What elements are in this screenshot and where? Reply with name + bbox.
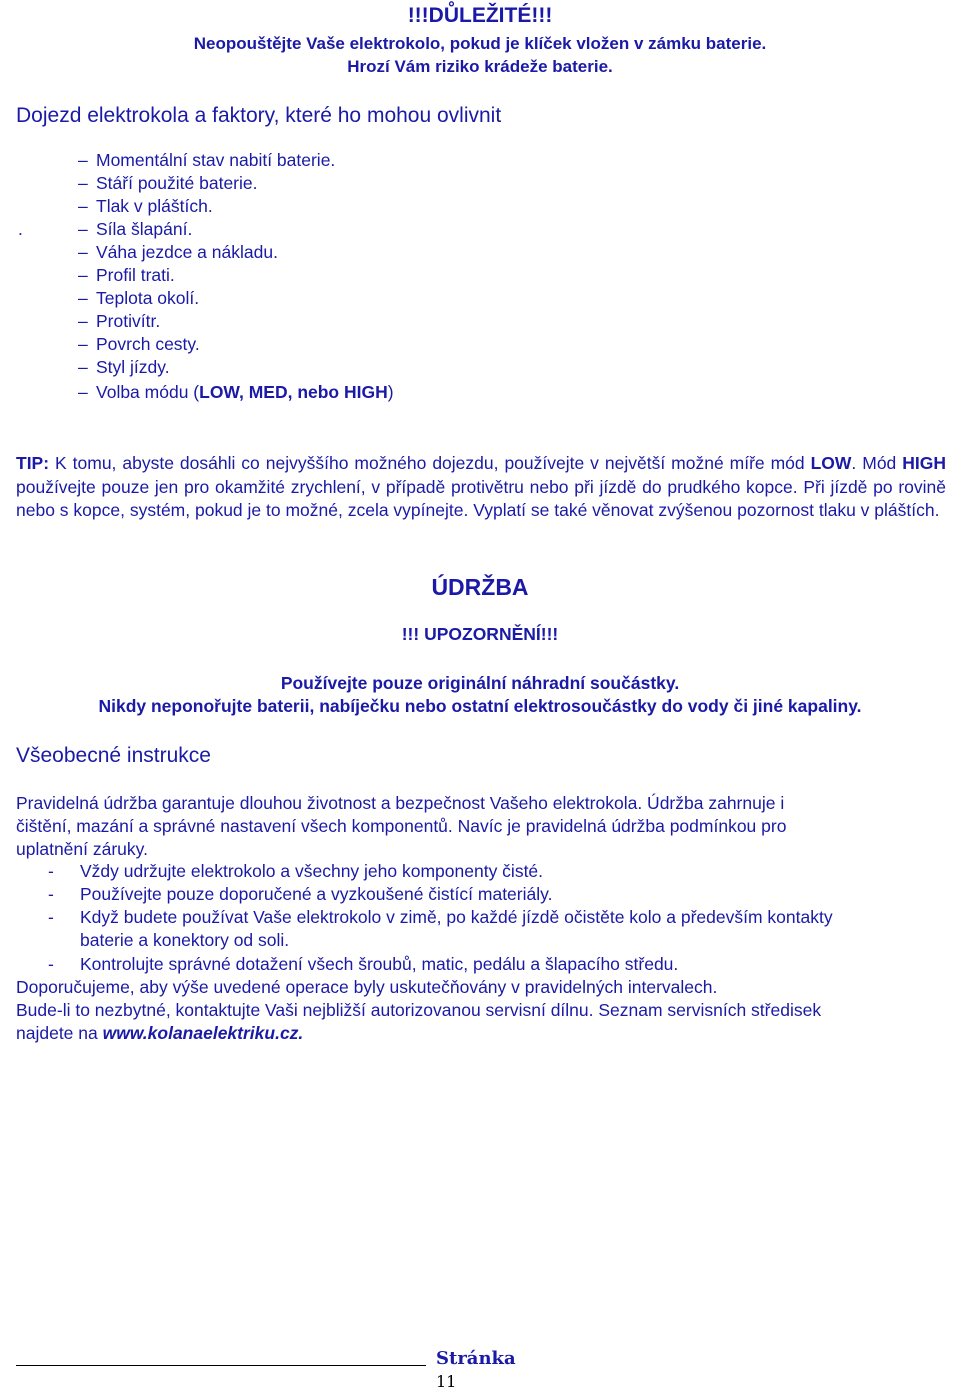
list-item: – Profil trati. (78, 265, 175, 285)
maintenance-heading: ÚDRŽBA (431, 574, 529, 600)
list-item: – Momentální stav nabití baterie. (78, 150, 336, 170)
general-intro-line-3: uplatnění záruky. (16, 839, 148, 859)
list-item: – Tlak v pláštích. (78, 196, 213, 216)
general-instructions-heading: Všeobecné instrukce (16, 744, 211, 767)
stray-dot: . (18, 219, 23, 239)
never-submerge-note: Nikdy neponořujte baterii, nabíječku nebo ostatní elektrosoučástky do vody či jiné kapaliny. (98, 696, 862, 716)
range-heading: Dojezd elektrokola a faktory, které ho mohou ovlivnit (16, 104, 502, 127)
footer-divider (16, 1365, 426, 1366)
footer-page-number: 11 (436, 1372, 457, 1391)
service-line-1: Bude-li to nezbytné, kontaktujte Vaši nejbližší autorizovanou servisní dílnu. Seznam servisních středisek (16, 1000, 822, 1020)
list-item: – Povrch cesty. (78, 334, 200, 354)
list-item-mode: – Volba módu (LOW, MED, nebo HIGH) (78, 382, 394, 402)
list-item: - Kontrolujte správné dotažení všech šroubů, matic, pedálu a šlapacího středu. (48, 954, 679, 974)
list-item: – Váha jezdce a nákladu. (78, 242, 278, 262)
list-item: – Styl jízdy. (78, 357, 170, 377)
general-intro-line-2: čištění, mazání a správné nastavení všech komponentů. Navíc je pravidelná údržba podmínkou pro (16, 816, 787, 836)
list-item: – Síla šlapání. (78, 219, 193, 239)
warning-line-1: Neopouštějte Vaše elektrokolo, pokud je klíček vložen v zámku baterie. (193, 34, 767, 53)
list-item: – Protivítr. (78, 311, 161, 331)
warning-line-2: Hrozí Vám riziko krádeže baterie. (347, 57, 613, 76)
footer-page-label: Stránka (436, 1348, 516, 1369)
general-intro-line-1: Pravidelná údržba garantuje dlouhou životnost a bezpečnost Vašeho elektrokola. Údržba zahrnuje i (16, 793, 785, 813)
service-line-2: najdete na www.kolanaelektriku.cz. (16, 1023, 304, 1043)
original-parts-note: Používejte pouze originální náhradní součástky. (280, 673, 680, 693)
list-item: – Stáří použité baterie. (78, 173, 258, 193)
list-item: - Používejte pouze doporučené a vyzkoušené čistící materiály. (48, 884, 553, 904)
recommend-line: Doporučujeme, aby výše uvedené operace byly uskutečňovány v pravidelných intervalech. (16, 977, 718, 997)
maintenance-alert: !!! UPOZORNĚNÍ!!! (401, 624, 559, 644)
website-link[interactable]: www.kolanaelektriku.cz. (102, 1023, 304, 1043)
warning-title: !!!DŮLEŽITÉ!!! (407, 4, 553, 27)
list-item: - Když budete používat Vaše elektrokolo v zimě, po každé jízdě očistěte kolo a především kontakty (48, 907, 833, 927)
list-item: - Vždy udržujte elektrokolo a všechny jeho komponenty čisté. (48, 861, 544, 881)
list-item-continuation: baterie a konektory od soli. (80, 930, 290, 950)
tip-label: TIP: (16, 453, 50, 473)
list-item: – Teplota okolí. (78, 288, 200, 308)
tip-paragraph: TIP: K tomu, abyste dosáhli co nejvyššího možného dojezdu, používejte v největší možné míře mód LOW. Mód HIGH používejte pouze jen pro okamžité zrychlení, v případě protivětru nebo při jízdě do prudkého kopce. Při jízdě po rovině nebo s kopce, systém, pokud je to možné, zcela vypínejte. Vyplatí se také věnovat zvýšenou pozornost tlaku v pláštích. (16, 453, 946, 520)
